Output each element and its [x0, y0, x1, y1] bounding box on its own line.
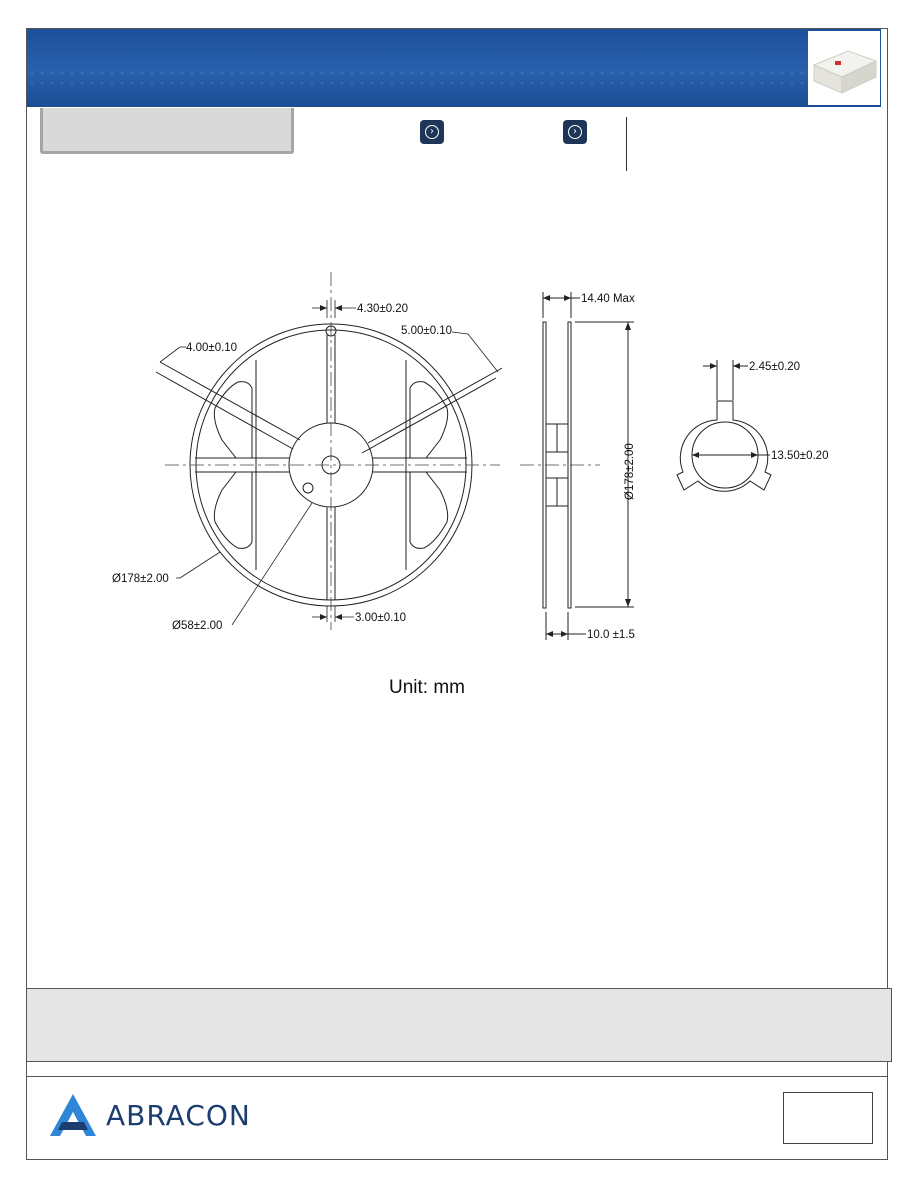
footer-divider [26, 1076, 888, 1077]
spoke-right-label: 5.00±0.10 [401, 325, 453, 337]
window-bottom-right [410, 472, 448, 548]
drive-hole [303, 483, 313, 493]
brand-name: ABRACON [106, 1098, 251, 1132]
arbor-hole-label: 13.50±0.20 [771, 450, 829, 462]
spoke-left-label: 4.00±0.10 [186, 342, 238, 354]
page-number-box [783, 1092, 873, 1144]
abracon-logo-icon [48, 1092, 98, 1138]
hub-diameter-label: Ø58±2.00 [172, 620, 223, 632]
chevron-right-circle-icon: › [568, 125, 582, 139]
window-bottom-left [214, 472, 252, 548]
unit-label: Unit: mm [389, 677, 465, 698]
chevron-right-circle-icon: › [425, 125, 439, 139]
bottom-slot-label: 3.00±0.10 [355, 612, 407, 624]
footer-notice-box [26, 988, 892, 1062]
window-top-left [214, 382, 252, 458]
window-top-right [410, 382, 448, 458]
brand-logo [48, 1092, 251, 1138]
key-width-label: 2.45±0.20 [749, 361, 801, 373]
center-slot-label: 4.30±0.20 [357, 303, 409, 315]
max-width-label: 14.40 Max [581, 293, 635, 305]
reel-diameter-front-label: Ø178±2.00 [112, 573, 169, 585]
inner-width-label: 10.0 ±1.5 [587, 629, 635, 641]
reel-diameter-side-label: Ø178±2.00 [624, 443, 636, 500]
